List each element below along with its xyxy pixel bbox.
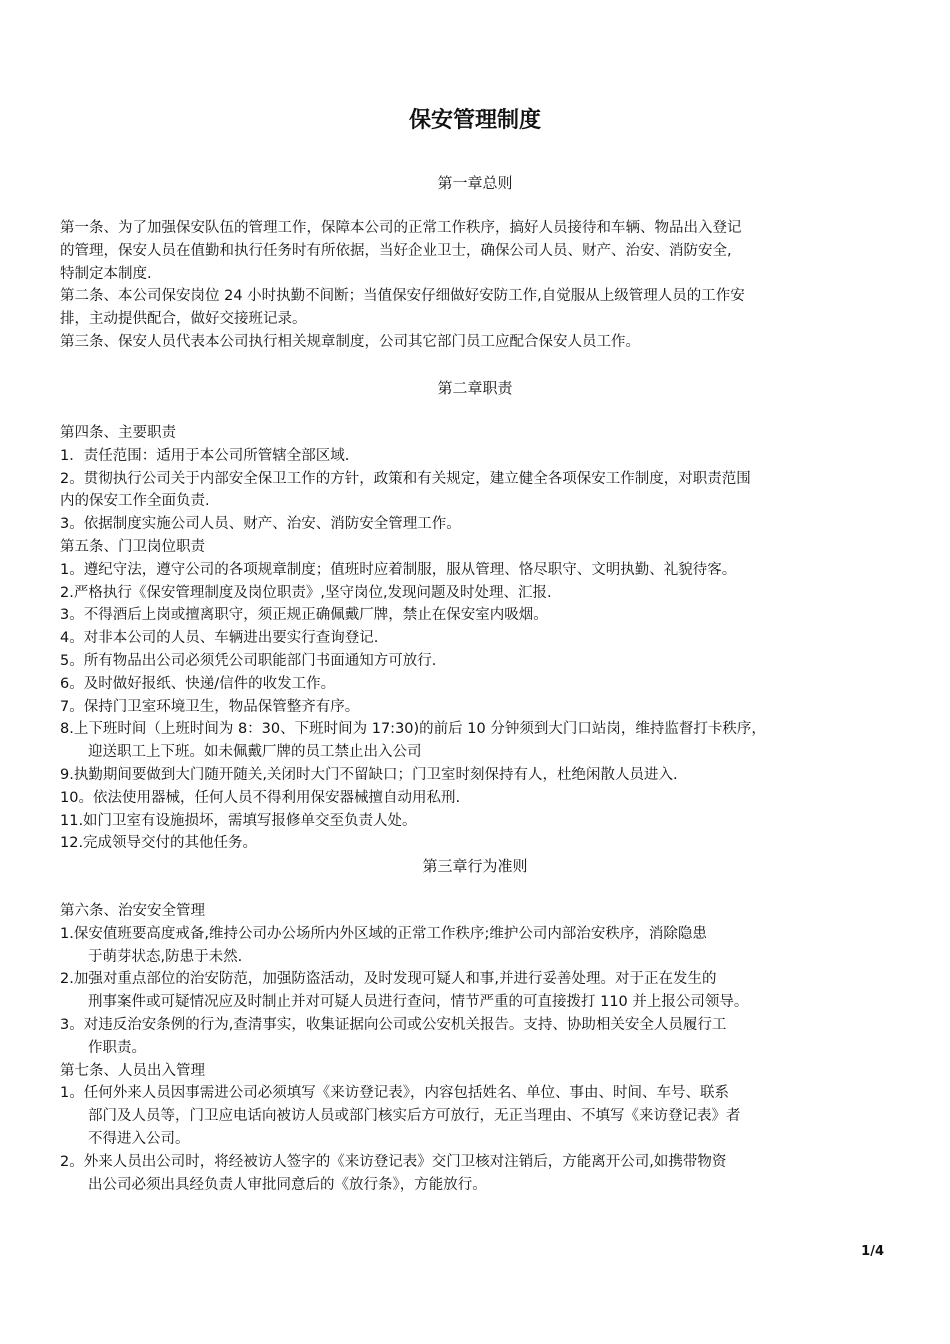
text-line: 迎送职工上下班。如未佩戴厂牌的员工禁止出入公司 bbox=[88, 744, 422, 761]
text-line: 10。依法使用器械，任何人员不得利用保安器械擅自动用私刑. bbox=[60, 789, 461, 806]
chapter-1-body bbox=[60, 217, 910, 354]
chapter-1-heading: 第一章总则 bbox=[437, 174, 513, 192]
text-line: 第三条、保安人员代表本公司执行相关规章制度，公司其它部门员工应配合保安人员工作。 bbox=[60, 333, 640, 350]
text-line: 部门及人员等，门卫应电话向被访人员或部门核实后方可放行，无正当理由、不填写《来访登记表》者 bbox=[88, 1108, 741, 1125]
chapter-3-body bbox=[60, 900, 910, 1196]
text-line: 9.执勤期间要做到大门随开随关,关闭时大门不留缺口；门卫室时刻保持有人，杜绝闲散人员进入. bbox=[60, 766, 678, 783]
text-line: 2。外来人员出公司时，将经被访人签字的《来访登记表》交门卫核对注销后，方能离开公司,如携带物资 bbox=[60, 1153, 727, 1170]
text-line: 不得进入公司。 bbox=[88, 1130, 190, 1147]
article-heading: 第四条、主要职责 bbox=[60, 425, 176, 441]
article-heading: 第六条、治安安全管理 bbox=[60, 903, 205, 919]
text-line: 出公司必须出具经负责人审批同意后的《放行条》，方能放行。 bbox=[88, 1176, 487, 1193]
document-title: 保安管理制度 bbox=[408, 108, 541, 133]
text-line: 1。任何外来人员因事需进公司必须填写《来访登记表》，内容包括姓名、单位、事由、时间、车号、联系 bbox=[60, 1085, 729, 1102]
text-line: 特制定本制度. bbox=[60, 265, 152, 282]
text-line: 7。保持门卫室环境卫生，物品保管整齐有序。 bbox=[60, 698, 360, 715]
text-line: 第二条、本公司保安岗位 24 小时执勤不间断；当值保安仔细做好安防工作,自觉服从上级管理人员的工作安 bbox=[60, 288, 745, 305]
text-line: 2.严格执行《保安管理制度及岗位职责》,坚守岗位,发现问题及时处理、汇报. bbox=[60, 584, 552, 601]
article-heading: 第五条、门卫岗位职责 bbox=[60, 538, 205, 555]
text-line: 1.保安值班要高度戒备,维持公司办公场所内外区域的正常工作秩序;维护公司内部治安秩序，消除隐患 bbox=[60, 925, 707, 942]
text-line: 6。及时做好报纸、快递/信件的收发工作。 bbox=[60, 675, 336, 692]
text-line: 刑事案件或可疑情况应及时制止并对可疑人员进行查问，情节严重的可直接拨打 110 并上报公司领导。 bbox=[88, 994, 749, 1011]
text-line: 的管理，保安人员在值勤和执行任务时有所依据，当好企业卫士，确保公司人员、财产、治安、消防安全, bbox=[60, 242, 732, 259]
text-line: 1．责任范围：适用于本公司所管辖全部区域. bbox=[60, 447, 350, 464]
text-line: 作职责。 bbox=[88, 1039, 146, 1056]
text-line: 5。所有物品出公司必须凭公司职能部门书面通知方可放行. bbox=[60, 652, 437, 669]
text-line: 3。对违反治安条例的行为,查清事实，收集证据向公司或公安机关报告。支持、协助相关安全人员履行工 bbox=[60, 1016, 727, 1033]
article-heading: 第七条、人员出入管理 bbox=[60, 1062, 205, 1079]
text-line: 1。遵纪守法，遵守公司的各项规章制度；值班时应着制服，服从管理、恪尽职守、文明执勤、礼貌待客。 bbox=[60, 561, 737, 578]
chapter-2-body bbox=[60, 422, 910, 855]
text-line: 12.完成领导交付的其他任务。 bbox=[60, 835, 258, 852]
chapter-2-heading: 第二章职责 bbox=[437, 379, 513, 397]
text-line: 排，主动提供配合，做好交接班记录。 bbox=[60, 311, 307, 328]
page-number: 1/4 bbox=[861, 1244, 884, 1259]
text-line: 4。对非本公司的人员、车辆进出要实行查询登记. bbox=[60, 630, 379, 647]
text-line: 8.上下班时间（上班时间为 8：30、下班时间为 17:30)的前后 10 分钟须到大门口站岗，维持监督打卡秩序， bbox=[60, 721, 766, 738]
text-line: 2。贯彻执行公司关于内部安全保卫工作的方针，政策和有关规定，建立健全各项保安工作制度，对职责范围 bbox=[60, 470, 751, 487]
text-line: 内的保安工作全面负责. bbox=[60, 493, 210, 510]
text-line: 于萌芽状态,防患于未然. bbox=[88, 948, 243, 965]
text-line: 第一条、为了加强保安队伍的管理工作，保障本公司的正常工作秩序，搞好人员接待和车辆、物品出入登记 bbox=[60, 220, 742, 236]
text-line: 3。不得酒后上岗或擅离职守，须正规正确佩戴厂牌，禁止在保安室内吸烟。 bbox=[60, 607, 548, 624]
text-line: 3。依据制度实施公司人员、财产、治安、消防安全管理工作。 bbox=[60, 516, 461, 533]
chapter-3-heading: 第三章行为准则 bbox=[422, 857, 528, 875]
text-line: 11.如门卫室有设施损坏，需填写报修单交至负责人处。 bbox=[60, 812, 417, 829]
text-line: 2.加强对重点部位的治安防范，加强防盗活动，及时发现可疑人和事,并进行妥善处理。对于正在发生的 bbox=[60, 971, 717, 988]
